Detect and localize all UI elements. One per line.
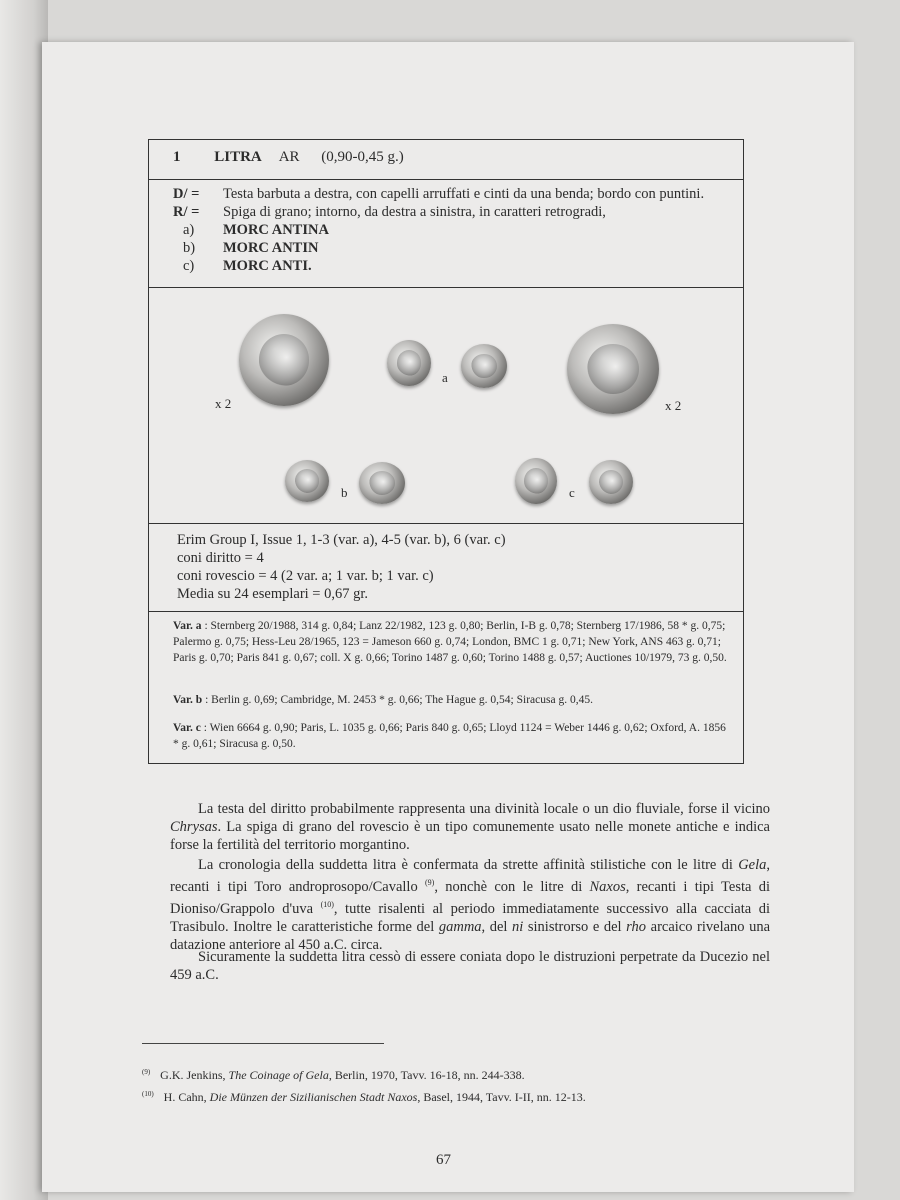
variant-key-c: c)	[183, 258, 195, 274]
footnote-9: $^{(9)}$ G.K. Jenkins, The Coinage of Gela, Berlin, 1970, Tavv. 16-18, nn. 244-338.	[142, 1068, 525, 1082]
coin-c-reverse-photo	[589, 460, 633, 504]
average-weight-line: Media su 24 esemplari = 0,67 gr.	[177, 586, 369, 602]
variant-label-b: b	[341, 485, 348, 500]
variant-label-a: a	[442, 370, 448, 385]
variant-label-c: c	[569, 485, 575, 500]
enlargement-label-left: x 2	[215, 396, 232, 411]
entry-denomination: LITRA	[214, 149, 262, 165]
coin-obverse-enlarged-photo	[239, 314, 329, 406]
book-page	[42, 42, 854, 1192]
footnote-separator	[142, 1043, 384, 1044]
obverse-dies-line: coni diritto = 4	[177, 550, 264, 566]
coin-b-obverse-photo	[285, 460, 329, 502]
entry-metal: AR	[278, 149, 300, 165]
variant-legend-c: MORC ANTI.	[223, 258, 312, 274]
specimens-var-c: Var. c : Wien 6664 g. 0,90; Paris, L. 1035 g. 0,66; Paris 840 g. 0,65; Lloyd 1124 = Weber 1446 g. 0,62; Oxford, A. 1856 * g. 0,61; Siracusa g. 0,50.	[173, 722, 726, 750]
reverse-key: R/ =	[173, 204, 200, 220]
coin-reverse-enlarged-photo	[567, 324, 659, 414]
die-statistics	[149, 524, 743, 612]
page-number: 67	[436, 1152, 451, 1168]
specimen-list	[149, 612, 743, 765]
coin-c-obverse-photo	[515, 458, 557, 504]
erim-group-line: Erim Group I, Issue 1, 1-3 (var. a), 4-5 (var. b), 6 (var. c)	[177, 532, 506, 548]
coin-a-obverse-photo	[387, 340, 431, 386]
enlargement-label-right: x 2	[665, 398, 682, 413]
obverse-text: Testa barbuta a destra, con capelli arruffati e cinti da una benda; bordo con puntini.	[223, 186, 705, 202]
variant-legend-a: MORC ANTINA	[223, 222, 329, 238]
specimens-var-b: Var. b : Berlin g. 0,69; Cambridge, M. 2453 * g. 0,66; The Hague g. 0,54; Siracusa g. 0,45.	[173, 694, 593, 706]
commentary-paragraph-1: La testa del diritto probabilmente rappresenta una divinità locale o un dio fluviale, forse il vicino Chrysas. La spiga di grano del rovescio è un tipo comunemente usato nelle monete antiche e indica forse la fertilità del territorio morgantino.	[170, 801, 770, 853]
obverse-key: D/ =	[173, 186, 200, 202]
coin-photographs	[149, 288, 743, 524]
catalogue-entry-box	[148, 139, 744, 764]
coin-a-reverse-photo	[461, 344, 507, 388]
footnote-10: $^{(10)}$ H. Cahn, Die Münzen der Sizilianischen Stadt Naxos, Basel, 1944, Tavv. I-II, nn. 12-13.	[142, 1090, 586, 1104]
reverse-text: Spiga di grano; intorno, da destra a sinistra, in caratteri retrogradi,	[223, 204, 606, 220]
reverse-dies-line: coni rovescio = 4 (2 var. a; 1 var. b; 1 var. c)	[177, 568, 434, 584]
variant-key-a: a)	[183, 222, 195, 238]
variant-legend-b: MORC ANTIN	[223, 240, 319, 256]
coin-description	[149, 180, 743, 288]
variant-key-b: b)	[183, 240, 196, 256]
entry-header	[149, 140, 743, 180]
coin-b-reverse-photo	[359, 462, 405, 504]
commentary-paragraph-2: La cronologia della suddetta litra è confermata da strette affinità stilistiche con le litre di Gela, recanti i tipi Toro androprosopo/Cavallo $^{(9)}$, nonchè con le litre di Naxos, recanti i tipi Testa di Dioniso/Grappolo d'uva $^{(10)}$, tutte risalenti al periodo immediatamente successivo alla cacciata di Trasibulo. Inoltre le caratteristiche forme del gamma, del ni sinistrorso e del rho arcaico rivelano una datazione anteriore al 450 a.C. circa.	[170, 857, 771, 953]
facing-page-edge	[0, 0, 48, 1200]
entry-number: 1	[173, 149, 181, 165]
commentary-paragraph-3: Sicuramente la suddetta litra cessò di essere coniata dopo le distruzioni perpetrate da Ducezio nel 459 a.C.	[170, 949, 770, 983]
entry-weight: (0,90-0,45 g.)	[321, 149, 404, 165]
specimens-var-a: Var. a : Sternberg 20/1988, 314 g. 0,84; Lanz 22/1982, 123 g. 0,80; Berlin, I-B g. 0,78; Sternberg 17/1986, 58 * g. 0,75; Palermo g. 0,75; Hess-Leu 28/1965, 123 = Jameson 660 g. 0,74; London, BMC 1 g. 0,71; New York, ANS 463 g. 0,71; Paris g. 0,70; Paris 841 g. 0,67; coll. X g. 0,66; Torino 1487 g. 0,60; Torino 1488 g. 0,57; Auctiones 10/1979, 73 g. 0,50.	[173, 620, 727, 664]
